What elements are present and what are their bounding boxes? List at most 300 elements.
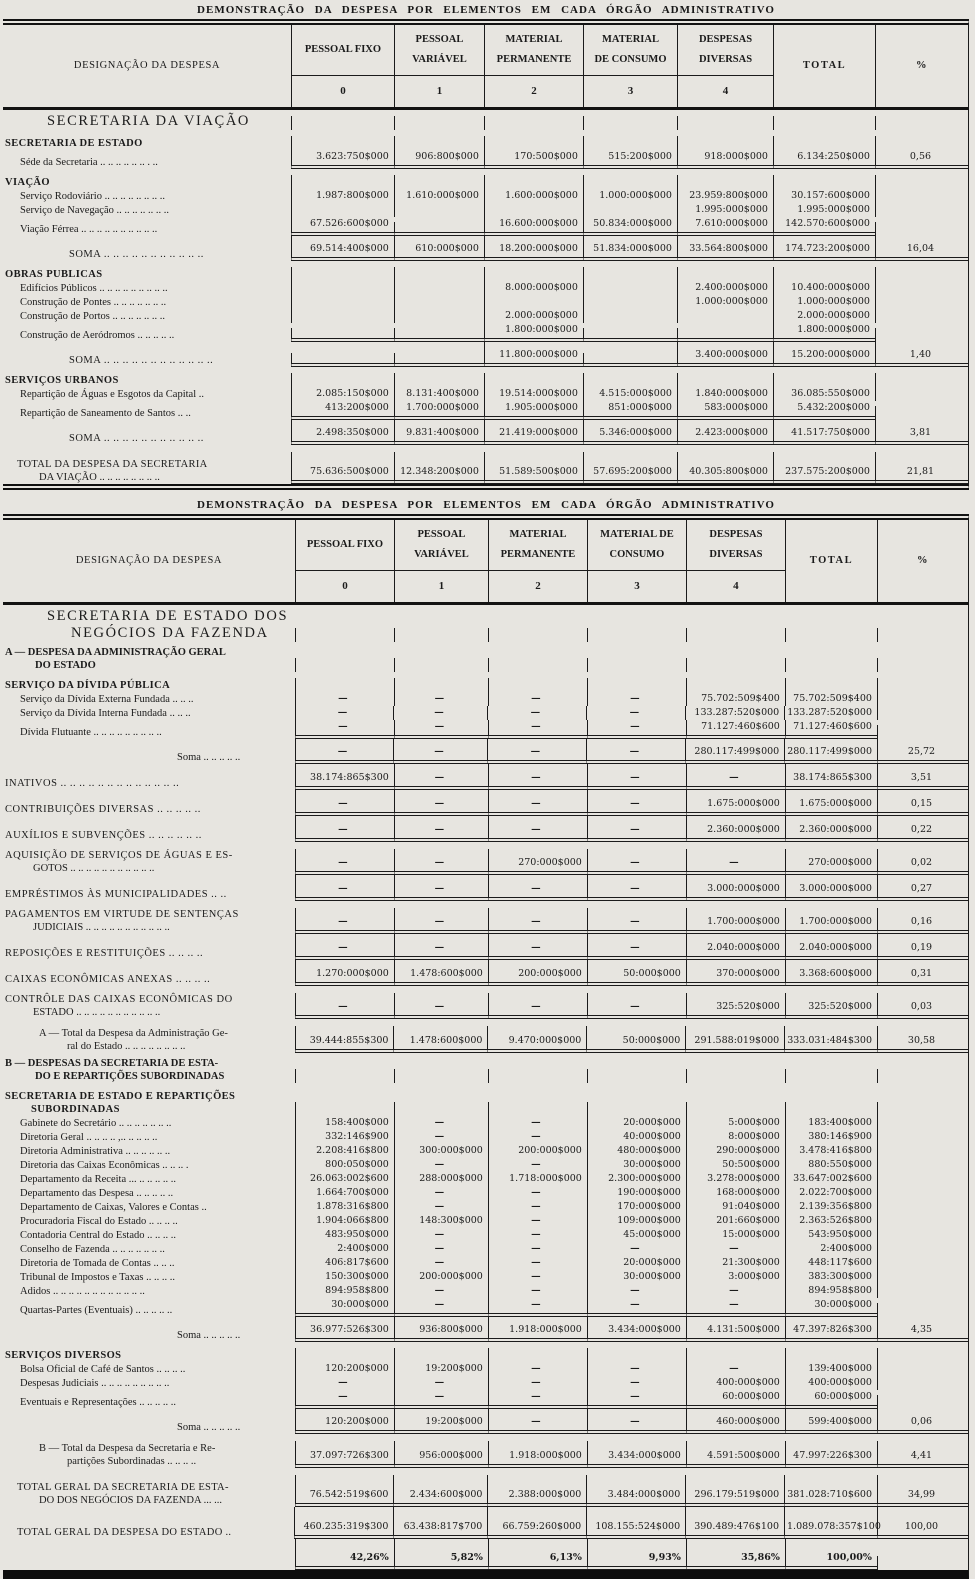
row-label: [3, 1083, 295, 1116]
cell-despesas-diversas: 2.400:000$000: [677, 281, 773, 295]
row-label-line1: Diretoria Geral .. .. .. .. ,.. .. .. .. ..: [20, 1131, 158, 1143]
cell-material-de-consumo: —: [587, 934, 686, 960]
cell-pessoal-fixo: [291, 328, 394, 342]
table-row: [3, 1144, 968, 1158]
cell-despesas-diversas: 15:000$000: [686, 1228, 785, 1242]
cell-pessoal-fixo: 800:050$000: [295, 1158, 394, 1172]
cell-total: 1.700:000$000: [785, 908, 877, 934]
cell-pessoal-variavel: [394, 628, 488, 642]
row-label: [3, 642, 295, 672]
cell-pessoal-fixo: [295, 1102, 394, 1116]
row-label-line2: NEGÓCIOS DA FAZENDA: [71, 624, 269, 641]
cell-percent: [877, 1214, 968, 1228]
cell-pessoal-fixo: 483:950$000: [295, 1228, 394, 1242]
table-row: [3, 1539, 968, 1570]
row-label-line1: Construção de Portos .. .. .. .. .. .. ..: [20, 310, 165, 322]
table-secretaria-viacao: [3, 4, 969, 490]
table-row: [3, 1116, 968, 1130]
cell-pessoal-fixo: 460.235:319$300: [294, 1507, 393, 1539]
row-label: [3, 1304, 295, 1317]
cell-material-de-consumo: 515:200$000: [583, 150, 677, 169]
row-label: [3, 707, 295, 720]
cell-total: 1.089.078:357$100: [784, 1507, 877, 1539]
cell-percent: [877, 692, 968, 706]
cell-material-de-consumo: 108.155:524$000: [586, 1507, 685, 1539]
cell-percent: 1,40: [875, 342, 968, 367]
cell-material-de-consumo: [587, 1102, 686, 1116]
row-label: [3, 842, 295, 875]
row-label-line1: AQUISIÇÃO DE SERVIÇOS DE ÁGUAS E ES-: [5, 849, 233, 861]
row-label: [3, 1415, 295, 1434]
cell-despesas-diversas: 4.131:500$000: [686, 1317, 785, 1342]
cell-material-permanente: —: [487, 706, 586, 720]
row-label-line1: TOTAL DA DESPESA DA SECRETARIA: [17, 458, 208, 470]
table-row: [3, 1242, 968, 1256]
cell-material-de-consumo: 3.434:000$000: [587, 1317, 686, 1342]
row-label-line2: SUBORDINADAS: [31, 1103, 120, 1115]
cell-percent: [875, 309, 968, 323]
cell-despesas-diversas: [686, 628, 785, 642]
table-row: [3, 261, 968, 281]
row-label-line1: Departamento das Despesa .. .. .. .. ..: [20, 1187, 174, 1199]
cell-material-permanente: [488, 658, 587, 672]
cell-material-permanente: 9.470:000$000: [487, 1026, 586, 1053]
cell-total: 60:000$000: [785, 1390, 877, 1409]
cell-pessoal-fixo: —: [295, 816, 394, 842]
row-label: [3, 426, 291, 445]
row-label: [3, 156, 291, 169]
cell-pessoal-fixo: —: [295, 692, 394, 706]
row-label-line1: Soma .. .. .. .. ..: [177, 751, 241, 763]
cell-pessoal-fixo: —: [295, 739, 394, 764]
cell-percent: [875, 175, 968, 189]
row-label-line1: Serviço da Dívida Interna Fundada .. .. ..: [20, 707, 191, 719]
cell-percent: 0,03: [877, 993, 968, 1019]
cell-despesas-diversas: 291.588:019$000: [685, 1026, 784, 1053]
cell-pessoal-variavel: 19:200$000: [394, 1409, 488, 1434]
column-header-pessoal-fixo: [295, 520, 394, 602]
cell-despesas-diversas: 23.959:800$000: [677, 189, 773, 203]
cell-despesas-diversas: [686, 678, 785, 692]
cell-total: 3.000:000$000: [785, 875, 877, 901]
cell-material-de-consumo: 190:000$000: [587, 1186, 686, 1200]
row-label-line1: Dívida Flutuante .. .. .. .. .. .. .. .. ..: [20, 726, 162, 738]
cell-material-permanente: 1.600:000$000: [484, 189, 583, 203]
cell-pessoal-fixo: 413:200$000: [291, 401, 394, 420]
cell-pessoal-variavel: 300:000$000: [394, 1144, 488, 1158]
row-label: [3, 1159, 295, 1172]
cell-pessoal-variavel: 1.610:000$000: [394, 189, 484, 203]
cell-pessoal-fixo: 1.878:316$800: [295, 1200, 394, 1214]
cell-material-de-consumo: —: [587, 692, 686, 706]
cell-material-permanente: —: [488, 1228, 587, 1242]
table-row: [3, 189, 968, 203]
cell-pessoal-fixo: [291, 116, 394, 130]
cell-material-de-consumo: [587, 658, 686, 672]
row-label-line1: Tribunal de Impostos e Taxas .. .. .. ..: [20, 1271, 176, 1283]
table-header-row: [3, 514, 969, 605]
cell-pessoal-variavel: [394, 136, 484, 150]
row-label-line1: Serviço da Dívida Externa Fundada .. .. ..: [20, 693, 194, 705]
cell-despesas-diversas: 3.000:000$000: [686, 875, 785, 901]
cell-total: 880:550$000: [785, 1158, 877, 1172]
cell-total: 47.997:226$300: [785, 1441, 877, 1468]
table-row: [3, 281, 968, 295]
cell-pessoal-fixo: [291, 267, 394, 281]
cell-despesas-diversas: 2.423:000$000: [677, 420, 773, 445]
cell-material-permanente: —: [488, 1390, 587, 1409]
table-row: [3, 934, 968, 960]
cell-material-de-consumo: 109:000$000: [587, 1214, 686, 1228]
cell-total: 448:117$600: [785, 1256, 877, 1270]
table-row: [3, 1507, 968, 1539]
cell-pessoal-fixo: —: [295, 1390, 394, 1409]
table-row: [3, 1053, 968, 1083]
cell-material-permanente: 1.918:000$000: [488, 1441, 587, 1468]
row-label: [3, 605, 295, 642]
cell-material-permanente: 1.718:000$000: [488, 1172, 587, 1186]
table-row: [3, 642, 968, 672]
cell-percent: 0,02: [877, 849, 968, 875]
cell-pessoal-fixo: 3.623:750$000: [291, 150, 394, 169]
cell-percent: [877, 706, 968, 720]
cell-despesas-diversas: —: [686, 1298, 785, 1317]
cell-despesas-diversas: 91:040$000: [686, 1200, 785, 1214]
table-row: [3, 130, 968, 150]
cell-pessoal-fixo: 1.270:000$000: [295, 960, 394, 986]
column-header-designacao: DESIGNAÇÃO DA DESPESA: [73, 60, 221, 72]
cell-material-permanente: [484, 175, 583, 189]
cell-percent: [877, 1144, 968, 1158]
row-label-line1: Repartição de Águas e Esgotos da Capital ..: [20, 388, 204, 400]
cell-percent: [877, 1348, 968, 1362]
cell-material-de-consumo: [583, 353, 677, 367]
cell-pessoal-variavel: 956:000$000: [394, 1441, 488, 1468]
table-header-row: [3, 19, 969, 110]
cell-pessoal-variavel: —: [394, 790, 488, 816]
table-row: [3, 720, 968, 739]
cell-material-de-consumo: 45:000$000: [587, 1228, 686, 1242]
table-row: [3, 739, 968, 764]
cell-material-de-consumo: 50:000$000: [587, 960, 686, 986]
cell-total: [785, 1102, 877, 1116]
table-row: [3, 1019, 968, 1053]
cell-material-de-consumo: —: [587, 1362, 686, 1376]
cell-pessoal-fixo: 120:200$000: [295, 1362, 394, 1376]
cell-total: 142.570:600$000: [773, 217, 875, 236]
row-label-line1: B — DESPESAS DA SECRETARIA DE ESTA-: [5, 1057, 219, 1069]
cell-material-de-consumo: [587, 1069, 686, 1083]
cell-material-de-consumo: 20:000$000: [587, 1256, 686, 1270]
cell-material-permanente: —: [488, 1242, 587, 1256]
cell-percent: 0,31: [877, 960, 968, 986]
cell-pessoal-fixo: 67.526:600$000: [291, 217, 394, 236]
table-row: [3, 1317, 968, 1342]
cell-pessoal-variavel: —: [394, 1298, 488, 1317]
cell-pessoal-variavel: [394, 222, 484, 236]
row-label-line1: Construção de Pontes .. .. .. .. .. .. ..: [20, 296, 167, 308]
cell-percent: [877, 1130, 968, 1144]
column-header-material-permanente: [488, 520, 587, 602]
cell-pessoal-fixo: 120:200$000: [295, 1409, 394, 1434]
cell-pessoal-fixo: [291, 175, 394, 189]
cell-material-permanente: 1.905:000$000: [484, 401, 583, 420]
row-label: [3, 1117, 295, 1130]
row-label: [3, 1434, 295, 1468]
row-label: [3, 310, 291, 323]
column-header-name: MATERIAL PERMANENTE: [485, 25, 583, 76]
row-label: [3, 1053, 295, 1083]
row-label-line1: SECRETARIA DE ESTADO DOS: [47, 607, 289, 624]
row-label: [3, 223, 291, 236]
row-label: [3, 726, 295, 739]
cell-material-de-consumo: [583, 295, 677, 309]
cell-pessoal-fixo: [291, 353, 394, 367]
cell-material-permanente: —: [488, 764, 587, 790]
row-label: [3, 348, 291, 367]
cell-total: 2.000:000$000: [773, 309, 875, 323]
cell-total: [773, 267, 875, 281]
cell-pessoal-variavel: 906:800$000: [394, 150, 484, 169]
cell-total: 6.134:250$000: [773, 150, 875, 169]
cell-despesas-diversas: —: [686, 849, 785, 875]
table-row: [3, 110, 968, 130]
cell-material-permanente: —: [488, 816, 587, 842]
table-row: [3, 150, 968, 169]
cell-percent: [875, 281, 968, 295]
column-header-digit: 0: [340, 85, 346, 98]
cell-pessoal-variavel: 1.478:600$000: [393, 1026, 487, 1053]
cell-material-permanente: —: [488, 1298, 587, 1317]
cell-despesas-diversas: 3.278:000$000: [686, 1172, 785, 1186]
cell-despesas-diversas: [677, 328, 773, 342]
cell-total: 2.139:356$800: [785, 1200, 877, 1214]
cell-pessoal-variavel: —: [394, 875, 488, 901]
row-label: [3, 296, 291, 309]
row-label: [3, 1363, 295, 1376]
table-row: [3, 1172, 968, 1186]
cell-material-permanente: [484, 203, 583, 217]
cell-percent: [877, 1172, 968, 1186]
cell-pessoal-fixo: —: [295, 875, 394, 901]
row-label: [3, 1271, 295, 1284]
cell-total: 280.117:499$000: [784, 739, 877, 764]
table-row: [3, 1083, 968, 1116]
cell-total: 2:400$000: [785, 1242, 877, 1256]
table-row: [3, 1362, 968, 1376]
cell-material-de-consumo: 5.346:000$000: [583, 420, 677, 445]
cell-pessoal-fixo: 1.904:066$800: [295, 1214, 394, 1228]
cell-material-de-consumo: [583, 136, 677, 150]
column-header-despesas-diversas: [677, 25, 773, 107]
cell-total: 100,00%: [785, 1539, 877, 1570]
cell-percent: [875, 267, 968, 281]
cell-pessoal-variavel: [394, 678, 488, 692]
cell-percent: [875, 189, 968, 203]
table-row: [3, 1409, 968, 1434]
cell-percent: [877, 1256, 968, 1270]
cell-percent: [877, 1556, 968, 1570]
row-label-line1: Repartição de Saneamento de Santos .. ..: [20, 407, 191, 419]
cell-material-de-consumo: 3.434:000$000: [587, 1441, 686, 1468]
cell-material-permanente: —: [488, 1186, 587, 1200]
column-header-name: PESSOAL VARIÁVEL: [395, 520, 488, 571]
cell-material-de-consumo: 50:000$000: [586, 1026, 685, 1053]
cell-despesas-diversas: 3.400:000$000: [677, 342, 773, 367]
column-header-pessoal-variavel: [394, 25, 484, 107]
table2-title: DEMONSTRAÇÃO DA DESPESA POR ELEMENTOS EM CADA ÓRGÃO ADMINISTRATIVO: [197, 498, 775, 511]
row-label: [3, 693, 295, 706]
cell-pessoal-fixo: 69.514:400$000: [291, 236, 394, 261]
cell-despesas-diversas: 1.675:000$000: [686, 790, 785, 816]
row-label: [3, 1377, 295, 1390]
cell-pessoal-fixo: 2.085:150$000: [291, 387, 394, 401]
cell-material-de-consumo: —: [586, 739, 685, 764]
cell-despesas-diversas: —: [686, 1362, 785, 1376]
table-secretaria-fazenda: [3, 499, 969, 1579]
cell-total: 1.675:000$000: [785, 790, 877, 816]
cell-total: [773, 136, 875, 150]
cell-material-de-consumo: [587, 628, 686, 642]
row-label: [3, 745, 295, 764]
column-header-digit: 1: [436, 85, 443, 98]
cell-despesas-diversas: —: [686, 1284, 785, 1298]
cell-despesas-diversas: 1.995:000$000: [677, 203, 773, 217]
table-row: [3, 1256, 968, 1270]
cell-material-de-consumo: —: [587, 790, 686, 816]
cell-total: 543:950$000: [785, 1228, 877, 1242]
cell-total: 2.022:700$000: [785, 1186, 877, 1200]
row-label-line1: Adidos .. .. .. .. .. .. .. .. .. .. .. ..: [20, 1285, 145, 1297]
cell-percent: [877, 1116, 968, 1130]
cell-material-permanente: 19.514:000$000: [484, 387, 583, 401]
row-label-line1: B — Total da Despesa da Secretaria e Re-: [39, 1442, 216, 1454]
cell-pessoal-fixo: 1.987:800$000: [291, 189, 394, 203]
cell-percent: 3,81: [875, 420, 968, 445]
row-label-line1: AUXÍLIOS E SUBVENÇÕES .. .. .. .. .. ..: [5, 829, 202, 841]
cell-despesas-diversas: 75.702:509$400: [686, 692, 785, 706]
cell-material-permanente: 2.000:000$000: [484, 309, 583, 323]
table-row: [3, 323, 968, 342]
row-label-line1: SERVIÇOS URBANOS: [5, 374, 119, 386]
cell-material-de-consumo: [587, 1348, 686, 1362]
row-label: [3, 261, 291, 281]
cell-despesas-diversas: 2.360:000$000: [686, 816, 785, 842]
cell-despesas-diversas: 1.000:000$000: [677, 295, 773, 309]
cell-total: [785, 658, 877, 672]
row-label-line1: CONTRÔLE DAS CAIXAS ECONÔMICAS DO: [5, 993, 233, 1005]
cell-material-de-consumo: [583, 203, 677, 217]
row-label-line1: A — DESPESA DA ADMINISTRAÇÃO GERAL: [5, 646, 226, 658]
cell-percent: 30,58: [877, 1026, 968, 1053]
cell-material-de-consumo: [583, 309, 677, 323]
cell-material-de-consumo: 851:000$000: [583, 401, 677, 420]
cell-material-permanente: —: [488, 1130, 587, 1144]
cell-material-de-consumo: 51.834:000$000: [583, 236, 677, 261]
cell-material-permanente: —: [488, 1270, 587, 1284]
cell-material-de-consumo: [583, 373, 677, 387]
cell-material-de-consumo: —: [587, 908, 686, 934]
cell-material-permanente: —: [488, 790, 587, 816]
cell-pessoal-fixo: 332:146$900: [295, 1130, 394, 1144]
cell-pessoal-variavel: —: [394, 993, 488, 1019]
cell-material-de-consumo: —: [587, 1298, 686, 1317]
table-row: [3, 764, 968, 790]
cell-pessoal-fixo: 2:400$000: [295, 1242, 394, 1256]
cell-pessoal-variavel: —: [394, 816, 488, 842]
cell-despesas-diversas: 296.179:519$000: [685, 1475, 784, 1507]
cell-pessoal-fixo: 75.636:500$000: [291, 452, 394, 484]
cell-pessoal-fixo: —: [295, 706, 394, 720]
row-label: [3, 1131, 295, 1144]
row-label: [3, 1342, 295, 1362]
cell-pessoal-variavel: 1.700:000$000: [394, 401, 484, 420]
cell-despesas-diversas: 583:000$000: [677, 401, 773, 420]
row-label-line2: DO E REPARTIÇÕES SUBORDINADAS: [35, 1070, 225, 1082]
cell-percent: 4,35: [877, 1317, 968, 1342]
cell-despesas-diversas: 370:000$000: [686, 960, 785, 986]
cell-material-de-consumo: [583, 281, 677, 295]
cell-percent: [877, 658, 968, 672]
table-row: [3, 420, 968, 445]
cell-pessoal-variavel: [394, 203, 484, 217]
row-label-line1: CONTRIBUIÇÕES DIVERSAS .. .. .. .. ..: [5, 803, 201, 815]
table-row: [3, 203, 968, 217]
column-header-pessoal-fixo: [291, 25, 394, 107]
cell-material-permanente: —: [488, 1362, 587, 1376]
cell-material-permanente: [488, 1102, 587, 1116]
cell-despesas-diversas: 168:000$000: [686, 1186, 785, 1200]
cell-material-permanente: 270:000$000: [488, 849, 587, 875]
cell-material-de-consumo: —: [587, 993, 686, 1019]
cell-despesas-diversas: 2.040:000$000: [686, 934, 785, 960]
cell-material-permanente: —: [488, 692, 587, 706]
row-label-line1: Despesas Judiciais .. .. .. .. .. .. .. .. ..: [20, 1377, 170, 1389]
cell-pessoal-fixo: [295, 678, 394, 692]
table-row: [3, 1186, 968, 1200]
cell-despesas-diversas: —: [686, 1242, 785, 1256]
table-body: [3, 110, 969, 490]
table-row: [3, 1228, 968, 1242]
row-label-line1: EMPRÉSTIMOS ÀS MUNICIPALIDADES .. ..: [5, 888, 227, 900]
row-label: [3, 204, 291, 217]
cell-total: [785, 1348, 877, 1362]
cell-total: 383:300$000: [785, 1270, 877, 1284]
cell-percent: [875, 222, 968, 236]
cell-pessoal-fixo: 30:000$000: [295, 1298, 394, 1317]
cell-percent: 0,19: [877, 934, 968, 960]
cell-material-permanente: [484, 136, 583, 150]
cell-total: 33.647:002$600: [785, 1172, 877, 1186]
table-row: [3, 1270, 968, 1284]
row-label: [3, 940, 295, 960]
cell-pessoal-variavel: [394, 309, 484, 323]
table-row: [3, 672, 968, 692]
row-label-line1: Soma .. .. .. .. ..: [177, 1421, 241, 1433]
row-label: [3, 1468, 295, 1507]
table-row: [3, 445, 968, 484]
row-label: [3, 822, 295, 842]
table-row: [3, 309, 968, 323]
cell-percent: 0,22: [877, 816, 968, 842]
table-row: [3, 692, 968, 706]
cell-despesas-diversas: [677, 175, 773, 189]
cell-total: 71.127:460$600: [785, 720, 877, 739]
table-row: [3, 1284, 968, 1298]
cell-percent: 0,56: [875, 150, 968, 169]
cell-pessoal-fixo: —: [295, 934, 394, 960]
cell-total: 2.040:000$000: [785, 934, 877, 960]
